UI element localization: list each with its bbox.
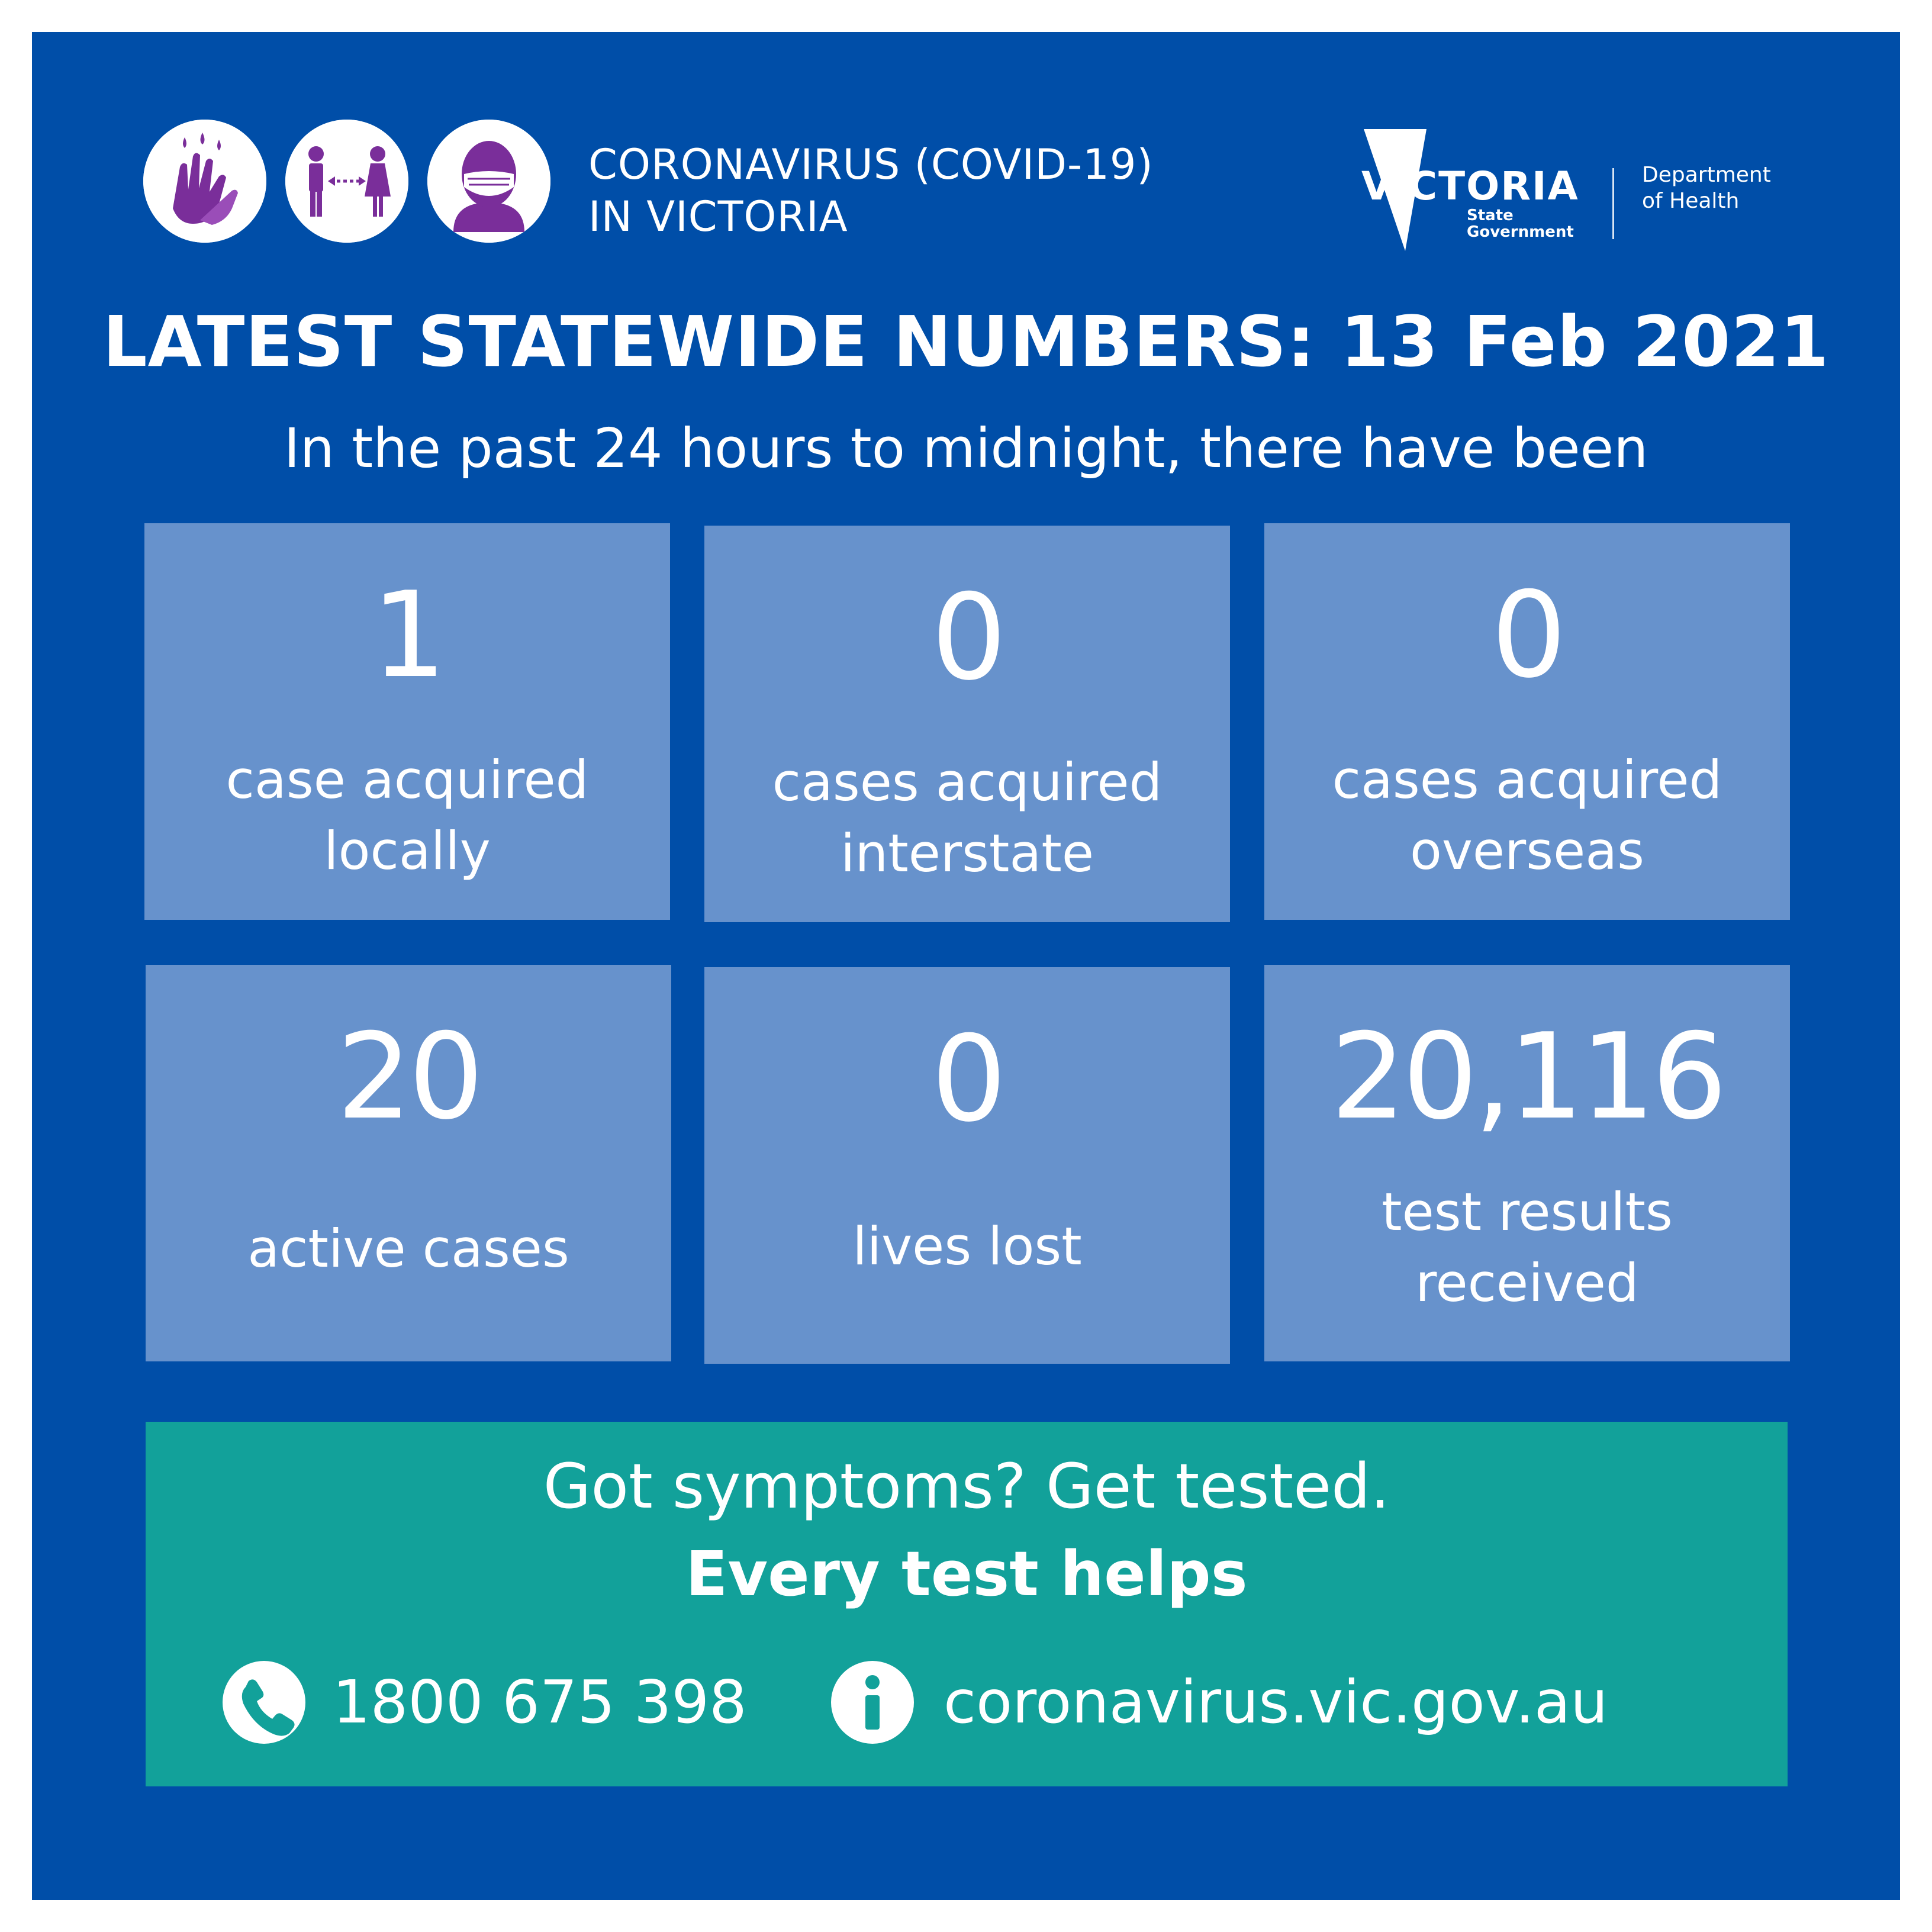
logo-divider (1612, 168, 1614, 239)
stat-tile-overseas-cases (1264, 523, 1790, 920)
stat-label-line1: test results (1382, 1181, 1673, 1242)
stat-label-line1: case acquired (226, 749, 589, 810)
stat-label-line1: cases acquired (772, 752, 1163, 813)
stat-value: 1 (371, 566, 443, 704)
victoria-state-government-logo (1361, 127, 1586, 257)
stat-tile-test-results (1264, 965, 1790, 1361)
stat-tile-lives-lost (704, 967, 1230, 1364)
stat-label (1276, 1177, 1778, 1319)
stat-tile-local-cases (144, 523, 670, 920)
header-title-line2: IN VICTORIA (588, 192, 848, 241)
subheadline: In the past 24 hours to midnight, there have been (284, 417, 1648, 480)
logo-sub-line2: Government (1467, 223, 1574, 241)
department-of-health (1642, 162, 1771, 214)
banner-line1: Got symptoms? Get tested. (543, 1450, 1390, 1522)
phone-number[interactable]: 1800 675 398 (333, 1667, 747, 1737)
logo-subtext (1467, 207, 1574, 240)
stat-label-line2: received (1415, 1252, 1639, 1313)
stat-value: 0 (1491, 566, 1563, 704)
stat-tile-active-cases (146, 965, 671, 1361)
stat-label (157, 1213, 659, 1284)
stat-label-line1: active cases (247, 1218, 569, 1279)
face-mask-icon (427, 120, 550, 243)
stat-label (716, 747, 1218, 889)
stat-label (156, 745, 658, 887)
stat-label-line2: interstate (841, 823, 1094, 884)
stat-label (716, 1211, 1218, 1282)
physical-distancing-icon (285, 120, 408, 243)
stat-value: 20 (336, 1008, 481, 1146)
header-title (588, 139, 1154, 243)
stat-label-line2: locally (324, 820, 491, 881)
banner-line2: Every test helps (685, 1538, 1248, 1610)
website-link[interactable]: coronavirus.vic.gov.au (944, 1667, 1608, 1737)
stat-label-line1: lives lost (852, 1216, 1082, 1277)
stat-value: 20,116 (1331, 1008, 1724, 1146)
header-title-line1: CORONAVIRUS (COVID-19) (588, 140, 1154, 189)
phone-icon (223, 1661, 305, 1744)
logo-sub-line1: State (1467, 207, 1514, 224)
infographic-panel (32, 32, 1900, 1900)
stat-value: 0 (931, 1010, 1003, 1148)
stat-tile-interstate-cases (704, 526, 1230, 922)
get-tested-banner (146, 1422, 1788, 1786)
department-line1: Department (1642, 163, 1771, 187)
handwashing-icon (143, 120, 266, 243)
stat-value: 0 (931, 569, 1003, 707)
headline: LATEST STATEWIDE NUMBERS: 13 Feb 2021 (102, 301, 1830, 382)
stat-label-line2: overseas (1410, 820, 1644, 881)
info-icon (831, 1661, 914, 1744)
department-line2: of Health (1642, 189, 1740, 213)
logo-word: VICTORIA (1361, 163, 1579, 209)
stat-label-line1: cases acquired (1332, 749, 1722, 810)
stat-label (1276, 745, 1778, 887)
